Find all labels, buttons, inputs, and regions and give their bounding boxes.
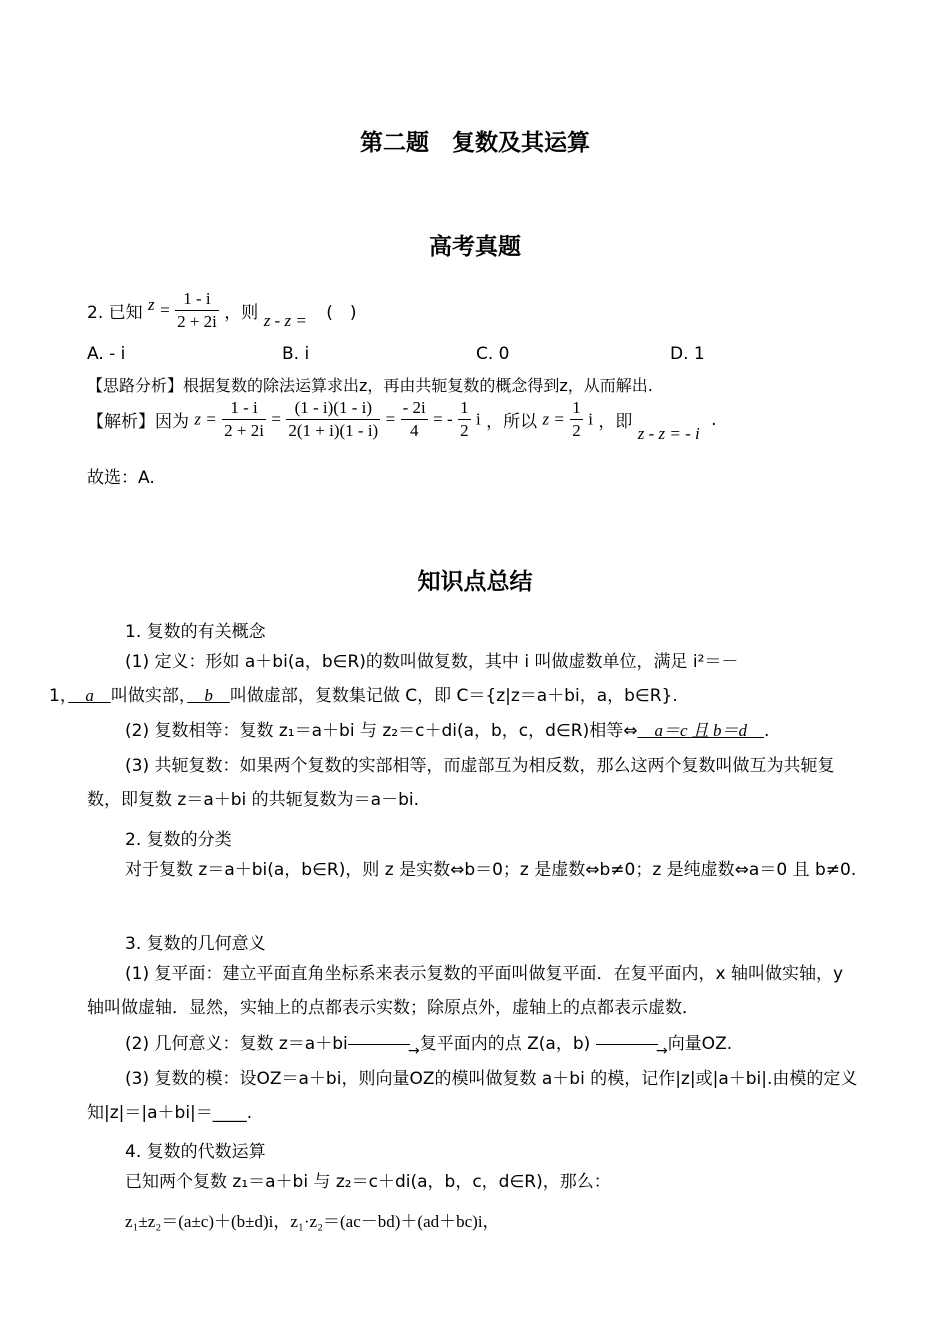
solution-fraction-3 — [401, 398, 428, 441]
fraction-numerator: 1 — [460, 398, 469, 417]
definition-line-1: (1) 定义：形如 a＋bi(a，b∈R)的数叫做复数，其中 i 叫做虚数单位，满足 i²＝－ — [125, 652, 739, 672]
fraction-denominator: 2(1 + i)(1 - i) — [288, 421, 379, 440]
heading-concepts: 1. 复数的有关概念 — [125, 622, 266, 642]
definition-prefix: 1， — [49, 686, 69, 706]
definition-post: 叫做虚部，复数集记做 C，即 C＝{z|z＝a＋bi，a，b∈R}. — [229, 686, 678, 706]
blank-equality: a＝c 且 b＝d — [637, 721, 764, 740]
solution-z-eq: z = — [194, 409, 217, 429]
question-prefix: 2. 已知 — [87, 303, 143, 323]
paragraph-conjugate: (3) 共轭复数：如果两个复数的实部相等，而虚部互为相反数，那么这两个复数叫做互为共轭复数，即复数 z＝a＋bi 的共轭复数为＝a－bi. — [87, 756, 835, 810]
solution-result: z - z = - i — [637, 423, 700, 443]
solution-i2: i — [588, 409, 593, 429]
analysis-text: 【思路分析】根据复数的除法运算求出z，再由共轭复数的概念得到z，从而解出. — [87, 376, 653, 395]
fraction-numerator: 1 - i — [230, 398, 258, 417]
solution-fraction-1 — [222, 398, 266, 441]
main-title: 第二题 复数及其运算 — [360, 130, 590, 156]
option-d: D. 1 — [670, 344, 705, 364]
option-a: A. - i — [87, 344, 126, 364]
equality-pre: (2) 复数相等：复数 z₁＝a＋bi 与 z₂＝c＋di(a，b，c，d∈R)相等⇔ — [125, 721, 638, 741]
question-fraction — [175, 289, 219, 332]
blank-real-part: a — [68, 686, 111, 705]
fraction-numerator: (1 - i)(1 - i) — [294, 398, 372, 417]
heading-classification: 2. 复数的分类 — [125, 830, 232, 850]
paragraph-algebra-intro: 已知两个复数 z₁＝a＋bi 与 z₂＝c＋di(a，b，c，d∈R)，那么： — [125, 1172, 611, 1192]
paragraph-classification: 对于复数 z＝a＋bi(a，b∈R)，则 z 是实数⇔b＝0；z 是虚数⇔b≠0；z 是纯虚数⇔a＝0 且 b≠0. — [125, 860, 857, 880]
paragraph-geometric-meaning — [87, 1027, 863, 1061]
paragraph-equality — [87, 714, 863, 748]
section-title-summary: 知识点总结 — [417, 569, 533, 595]
fraction-denominator: 2 + 2i — [177, 312, 217, 331]
formula-operations: z₁±z₂＝(a±c)＋(b±d)i，z₁·z₂＝(ac－bd)＋(ad＋bc)i， — [125, 1212, 500, 1231]
fraction-denominator: 4 — [401, 419, 428, 441]
solution-fraction-2 — [286, 398, 380, 441]
blank-imag-part: b — [187, 686, 230, 705]
geometry-post: 向量OZ. — [667, 1034, 733, 1054]
fraction-denominator: 2 + 2i — [224, 421, 264, 440]
solution-fraction-4 — [458, 398, 471, 441]
section-title-exam: 高考真题 — [429, 234, 521, 260]
question-then: ，则 — [224, 303, 259, 323]
question-z: z — [148, 294, 155, 314]
solution-line — [87, 398, 717, 441]
fraction-denominator: 2 — [572, 421, 581, 440]
solution-then: ，即 — [598, 412, 633, 432]
arrow-icon — [348, 1044, 410, 1045]
paragraph-modulus: (3) 复数的模：设OZ＝a＋bi，则向量OZ的模叫做复数 a＋bi 的模，记作|z|或|a＋bi|.由模的定义知|z|＝|a＋bi|＝____. — [87, 1069, 858, 1123]
solution-fraction-5 — [570, 398, 583, 441]
question-paren: ( ) — [326, 303, 357, 323]
choose-answer: 故选：A. — [87, 468, 155, 488]
question-z-minus-zbar: z - z = — [263, 310, 307, 330]
solution-eq-2: = — [385, 409, 396, 429]
geometry-pre: (2) 几何意义：复数 z＝a＋bi — [125, 1034, 348, 1054]
solution-eq-1: = — [271, 409, 281, 429]
equality-post: . — [764, 721, 770, 741]
fraction-numerator: 1 — [572, 398, 581, 417]
solution-prefix: 【解析】因为 — [87, 412, 189, 432]
paragraph-complex-plane: (1) 复平面：建立平面直角坐标系来表示复数的平面叫做复平面．在复平面内，x 轴叫做实轴，y 轴叫做虚轴．显然，实轴上的点都表示实数；除原点外，虚轴上的点都表示虚数． — [87, 964, 844, 1018]
definition-line-2 — [49, 679, 678, 713]
fraction-numerator: 1 - i — [183, 289, 211, 308]
question-eq: = — [160, 300, 170, 320]
solution-period: . — [711, 409, 717, 430]
arrow-icon — [596, 1044, 658, 1045]
option-c: C. 0 — [476, 344, 510, 364]
solution-i: i — [475, 409, 481, 429]
fraction-denominator: 2 — [460, 421, 469, 440]
geometry-mid: 复平面内的点 Z(a，b) — [419, 1034, 596, 1054]
definition-mid: 叫做实部， — [110, 686, 188, 706]
option-b: B. i — [282, 344, 310, 364]
heading-geometry: 3. 复数的几何意义 — [125, 934, 266, 954]
solution-so: ，所以 — [486, 412, 538, 432]
solution-zbar-eq: z = — [542, 409, 565, 429]
question-stem — [87, 289, 356, 332]
heading-algebra: 4. 复数的代数运算 — [125, 1142, 266, 1162]
solution-eq-3: = - — [433, 409, 453, 429]
fraction-numerator: - 2i — [402, 398, 426, 417]
paragraph-definition — [49, 645, 863, 713]
